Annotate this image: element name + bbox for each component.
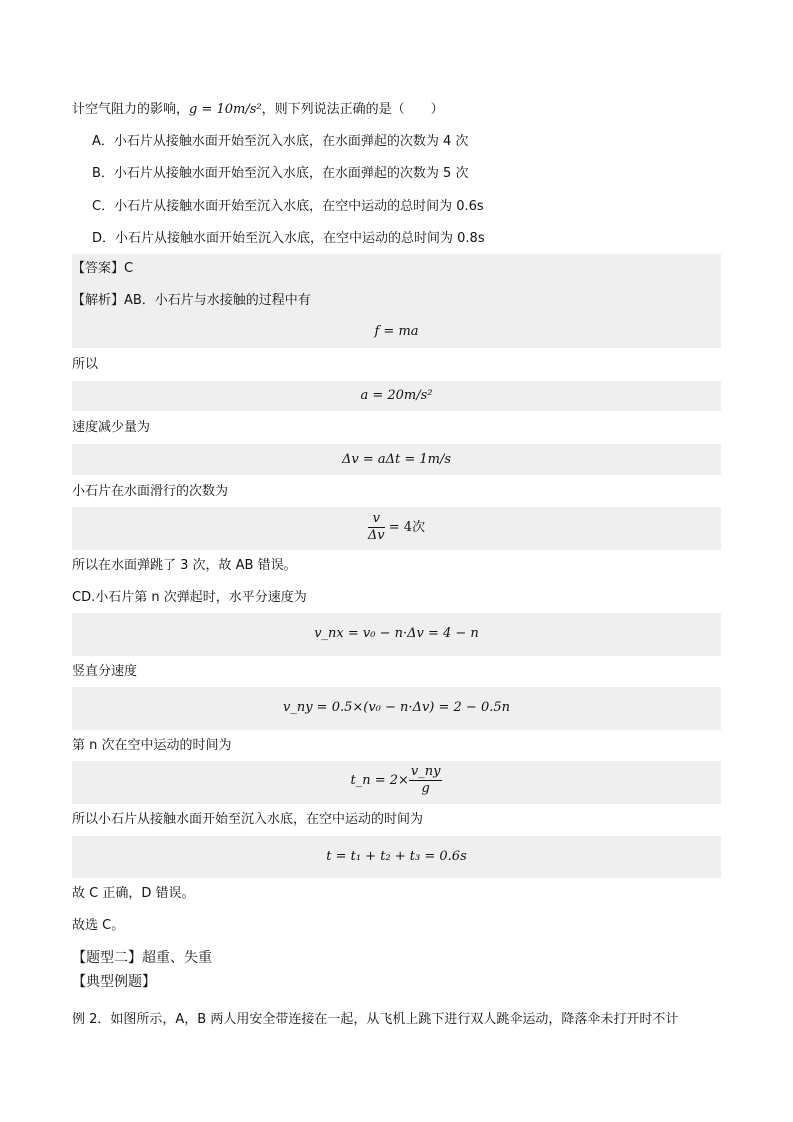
answer-band [72,254,721,284]
text-dinci: 第 n 次在空中运动的时间为 [72,738,232,753]
text-cishu: 小石片在水面滑行的次数为 [72,484,229,499]
text-shuzhi: 竖直分速度 [72,664,138,679]
question-stem [72,100,444,120]
formula-vnx: v_nx = v₀ − n·Δv = 4 − n [314,626,479,641]
option-a: A．小石片从接触水面开始至沉入水底，在水面弹起的次数为 4 次 [92,134,469,149]
text-cd: CD.小石片第 n 次弹起时，水平分速度为 [72,590,307,605]
formula-tn-left: t_n = 2× [350,773,409,788]
option-c: C．小石片从接触水面开始至沉入水底，在空中运动的总时间为 0.6s [92,199,484,214]
text-suoyi: 所以 [72,357,99,372]
stem-text: 计空气阻力的影响， [72,102,190,117]
text-zong: 所以小石片从接触水面开始至沉入水底，在空中运动的时间为 [72,812,424,827]
formula-a: a = 20m/s² [360,388,433,403]
formula-tn [72,764,721,797]
formula-vny: v_ny = 0.5×(v₀ − n·Δv) = 2 − 0.5n [282,700,510,715]
option-b: B．小石片从接触水面开始至沉入水底，在水面弹起的次数为 5 次 [92,166,469,181]
frac-den: Δv [367,528,385,543]
text-tiao: 所以在水面弹跳了 3 次，故 AB 错误。 [72,558,297,573]
heading-type2: 【题型二】超重、失重 [72,950,212,966]
example-2: 例 2．如图所示，A，B 两人用安全带连接在一起，从飞机上跳下进行双人跳伞运动，降落伞未打开时不计 [72,1012,679,1027]
text-xuan: 故选 C。 [72,918,125,933]
formula-f-ma: f = ma [374,324,419,339]
text-c-correct: 故 C 正确，D 错误。 [72,886,195,901]
frac-num: v [368,511,385,528]
formula-total-t: t = t₁ + t₂ + t₃ = 0.6s [326,849,467,864]
formula-count-rest: = 4次 [388,520,426,535]
text-sudu: 速度减少量为 [72,420,151,435]
answer-label: 【答案】C [72,261,134,276]
heading-example: 【典型例题】 [72,974,156,990]
formula-delta-v: Δv = aΔt = 1m/s [341,452,452,467]
fraction-vny-g [409,764,443,797]
stem-formula: g = 10m/s² [189,102,262,117]
stem-text-end: ，则下列说法正确的是（ ） [261,102,444,117]
option-d: D．小石片从接触水面开始至沉入水底，在空中运动的总时间为 0.8s [92,231,485,246]
fraction-v-dv [368,511,385,544]
frac-num-vny: v_ny [410,764,441,779]
formula-count [72,511,721,544]
frac-den-g: g [421,781,430,796]
analysis-intro: 【解析】AB．小石片与水接触的过程中有 [72,293,311,308]
